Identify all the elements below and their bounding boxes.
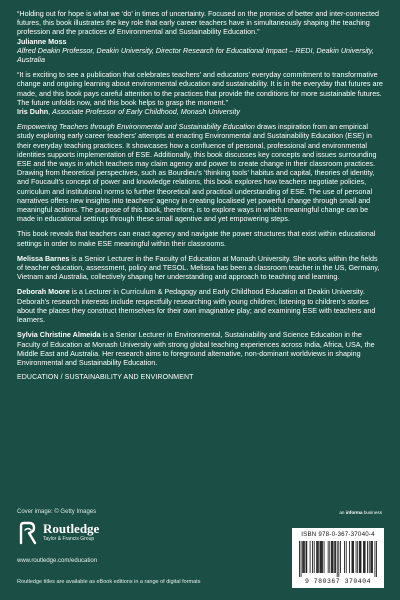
cover-image-credit: Cover image: © Getty Images [17, 509, 97, 515]
author-name: Melissa Barnes [17, 253, 70, 263]
barcode-bar [320, 541, 321, 573]
isbn-label: ISBN 978-0-367-37040-4 [301, 531, 375, 538]
endorsement-quote [17, 9, 385, 64]
barcode-bar [310, 541, 311, 573]
barcode-bar [344, 541, 345, 573]
endorsement-quote [17, 70, 385, 116]
routledge-logo-icon [17, 521, 39, 545]
barcode-bar [367, 541, 368, 573]
attribution-separator: , [48, 107, 53, 117]
barcode-bar [321, 541, 322, 573]
partner-prefix: an [339, 510, 346, 515]
barcode-bar [328, 541, 329, 573]
informa-business-label [339, 510, 382, 515]
barcode-bar [349, 541, 350, 573]
partner-suffix: business [362, 510, 382, 515]
barcode-bar [329, 541, 330, 573]
barcode-bar [332, 541, 333, 573]
barcode-bar [299, 541, 300, 577]
barcode-bar [318, 541, 319, 573]
barcode-bar [370, 541, 371, 573]
barcode-bar [302, 541, 303, 573]
book-description [17, 122, 385, 223]
barcode-bar [314, 541, 315, 573]
barcode-bar [360, 541, 361, 573]
barcode-bar [316, 541, 317, 573]
author-bio-text: is a Lecturer in Curriculum & Pedagogy and Early Childhood Education at Deakin University. Deborah’s research interests include respectfully researching with young children; listening to children’s stories about the places they construct themselves for their own imaginative play; and examining ESE with teachers and learners. [17, 287, 376, 325]
barcode-bar [361, 541, 362, 573]
barcode-number: 9 780367 370404 [304, 578, 371, 585]
partner-brand: informa [345, 510, 363, 515]
barcode-bar [340, 541, 341, 573]
publisher-logo [17, 521, 137, 547]
barcode-bar [335, 541, 336, 573]
quote-author: Iris Duhn [17, 107, 49, 117]
author-bio-text: is a Senior Lecturer in the Faculty of Education at Monash University. She works within the fields of teacher education, assessment, policy and TESOL. Melissa has been a classroom teacher in the US, Germany, Vietnam and Australia, collectively shaping her understanding and approach to teaching and learning. [17, 253, 380, 282]
subject-category: EDUCATION / SUSTAINABILITY AND ENVIRONMENT [17, 374, 194, 382]
ebook-note: Routledge titles are available as eBook editions in a range of digital formats [17, 579, 201, 585]
quote-affiliation: Alfred Deakin Professor, Deakin University, Director Research for Educational Impact – REDI, Deakin University, Australia [17, 45, 374, 65]
barcode-bar [304, 541, 305, 573]
barcode-bar [352, 541, 353, 573]
back-cover-text [17, 9, 385, 382]
author-bio [17, 287, 385, 324]
barcode-bar [376, 541, 377, 577]
barcode-bar [322, 541, 323, 573]
author-name: Deborah Moore [17, 287, 70, 297]
barcode-bar [334, 541, 335, 573]
barcode-bar [320, 541, 321, 573]
publisher-url: www.routledge.com/education [17, 558, 98, 564]
barcode-bar [352, 541, 353, 573]
barcode-bar [375, 541, 376, 577]
barcode-bar [324, 541, 325, 573]
barcode-bar [301, 541, 302, 577]
barcode-bar [317, 541, 318, 573]
author-bio [17, 254, 385, 282]
barcode-icon [299, 541, 377, 577]
author-name: Sylvia Christine Almeida [17, 330, 101, 340]
description-body: draws inspiration from an empirical study exploring early career teachers’ attempts at enacting Environmental and Sustainability Education (ESE) in their everyday teaching practices. It showcases how a confluence of personal, professional and environmental identities supports implementation of ESE. Additionally, this book discusses key concepts and issues surrounding ESE and the ways in which teachers may claim agency and power to create change in their classroom practices. Drawing from theoretical perspectives, such as Bourdieu’s ‘thinking tools’ habitus and capital, theories of identity, and Foucault’s concept of power and knowledge relations, this book explores how teachers negotiate policies, curriculum and institutional norms to further theoretical and practical understanding of ESE. The use of personal narratives offers new insights into teachers’ agency in creating localised yet powerful change through small and meaningful actions. The purpose of this book, therefore, is to explore ways in which meaningful change can be made in educational settings through these small agentive and yet empowering steps. [17, 122, 377, 224]
barcode-bar [306, 541, 307, 573]
barcode-bar [331, 541, 332, 573]
quote-text: “It is exciting to see a publication that celebrates teachers’ and educators’ everyday commitment to transformative change and ongoing learning about environmental education and sustainability. It is in the everyday that futures are made, and this book pays careful attention to the practices that provide the conditions for more sustainable futures. The future unfolds now, and this book helps to grasp the moment.” [17, 70, 383, 107]
book-summary: This book reveals that teachers can enact agency and navigate the power structures that exist within educational settings in order to make ESE meaningful within their classrooms. [17, 229, 376, 248]
barcode-bar [353, 541, 354, 573]
publisher-name: Routledge [43, 521, 100, 536]
publisher-group: Taylor & Francis Group [43, 536, 95, 542]
author-bio-text: is a Senior Lecturer in Environmental, Sustainability and Science Education in the Faculty of Education at Monash University with strong global teaching experiences across India, Africa, USA, the Middle East and Australia. Her research aims to foreground alternative, non-dominant worldviews in shaping Environmental and Sustainability Education. [17, 330, 375, 367]
quote-text: “Holding out for hope is what we ‘do’ in times of uncertainty. Focused on the promise of better and inter-connected futures, this book illustrates the key role that early career teachers have in simultaneously shaping the teaching profession and the practices of Environmental and Sustainability Education.” [17, 9, 379, 37]
barcode-bar [364, 541, 365, 573]
barcode-bar [338, 541, 339, 577]
barcode-bar [365, 541, 366, 573]
quote-affiliation: Associate Professor of Early Childhood, Monash University [52, 107, 240, 117]
isbn-barcode [292, 528, 384, 588]
quote-author: Julianne Moss [17, 36, 67, 46]
book-title: Empowering Teachers through Environmental and Sustainability Education [17, 122, 255, 132]
barcode-bar [337, 541, 338, 577]
barcode-bar [369, 541, 370, 573]
barcode-bar [371, 541, 372, 573]
quote-attribution [17, 107, 385, 116]
barcode-bar [356, 541, 357, 573]
barcode-bar [333, 541, 334, 573]
author-bio [17, 330, 385, 367]
barcode-bar [359, 541, 360, 573]
barcode-bar [306, 541, 307, 573]
barcode-bar [357, 541, 358, 573]
barcode-bar [372, 541, 373, 573]
barcode-bar [312, 541, 313, 573]
barcode-bar [303, 541, 304, 573]
barcode-bar [363, 541, 364, 573]
barcode-bar [346, 541, 347, 573]
